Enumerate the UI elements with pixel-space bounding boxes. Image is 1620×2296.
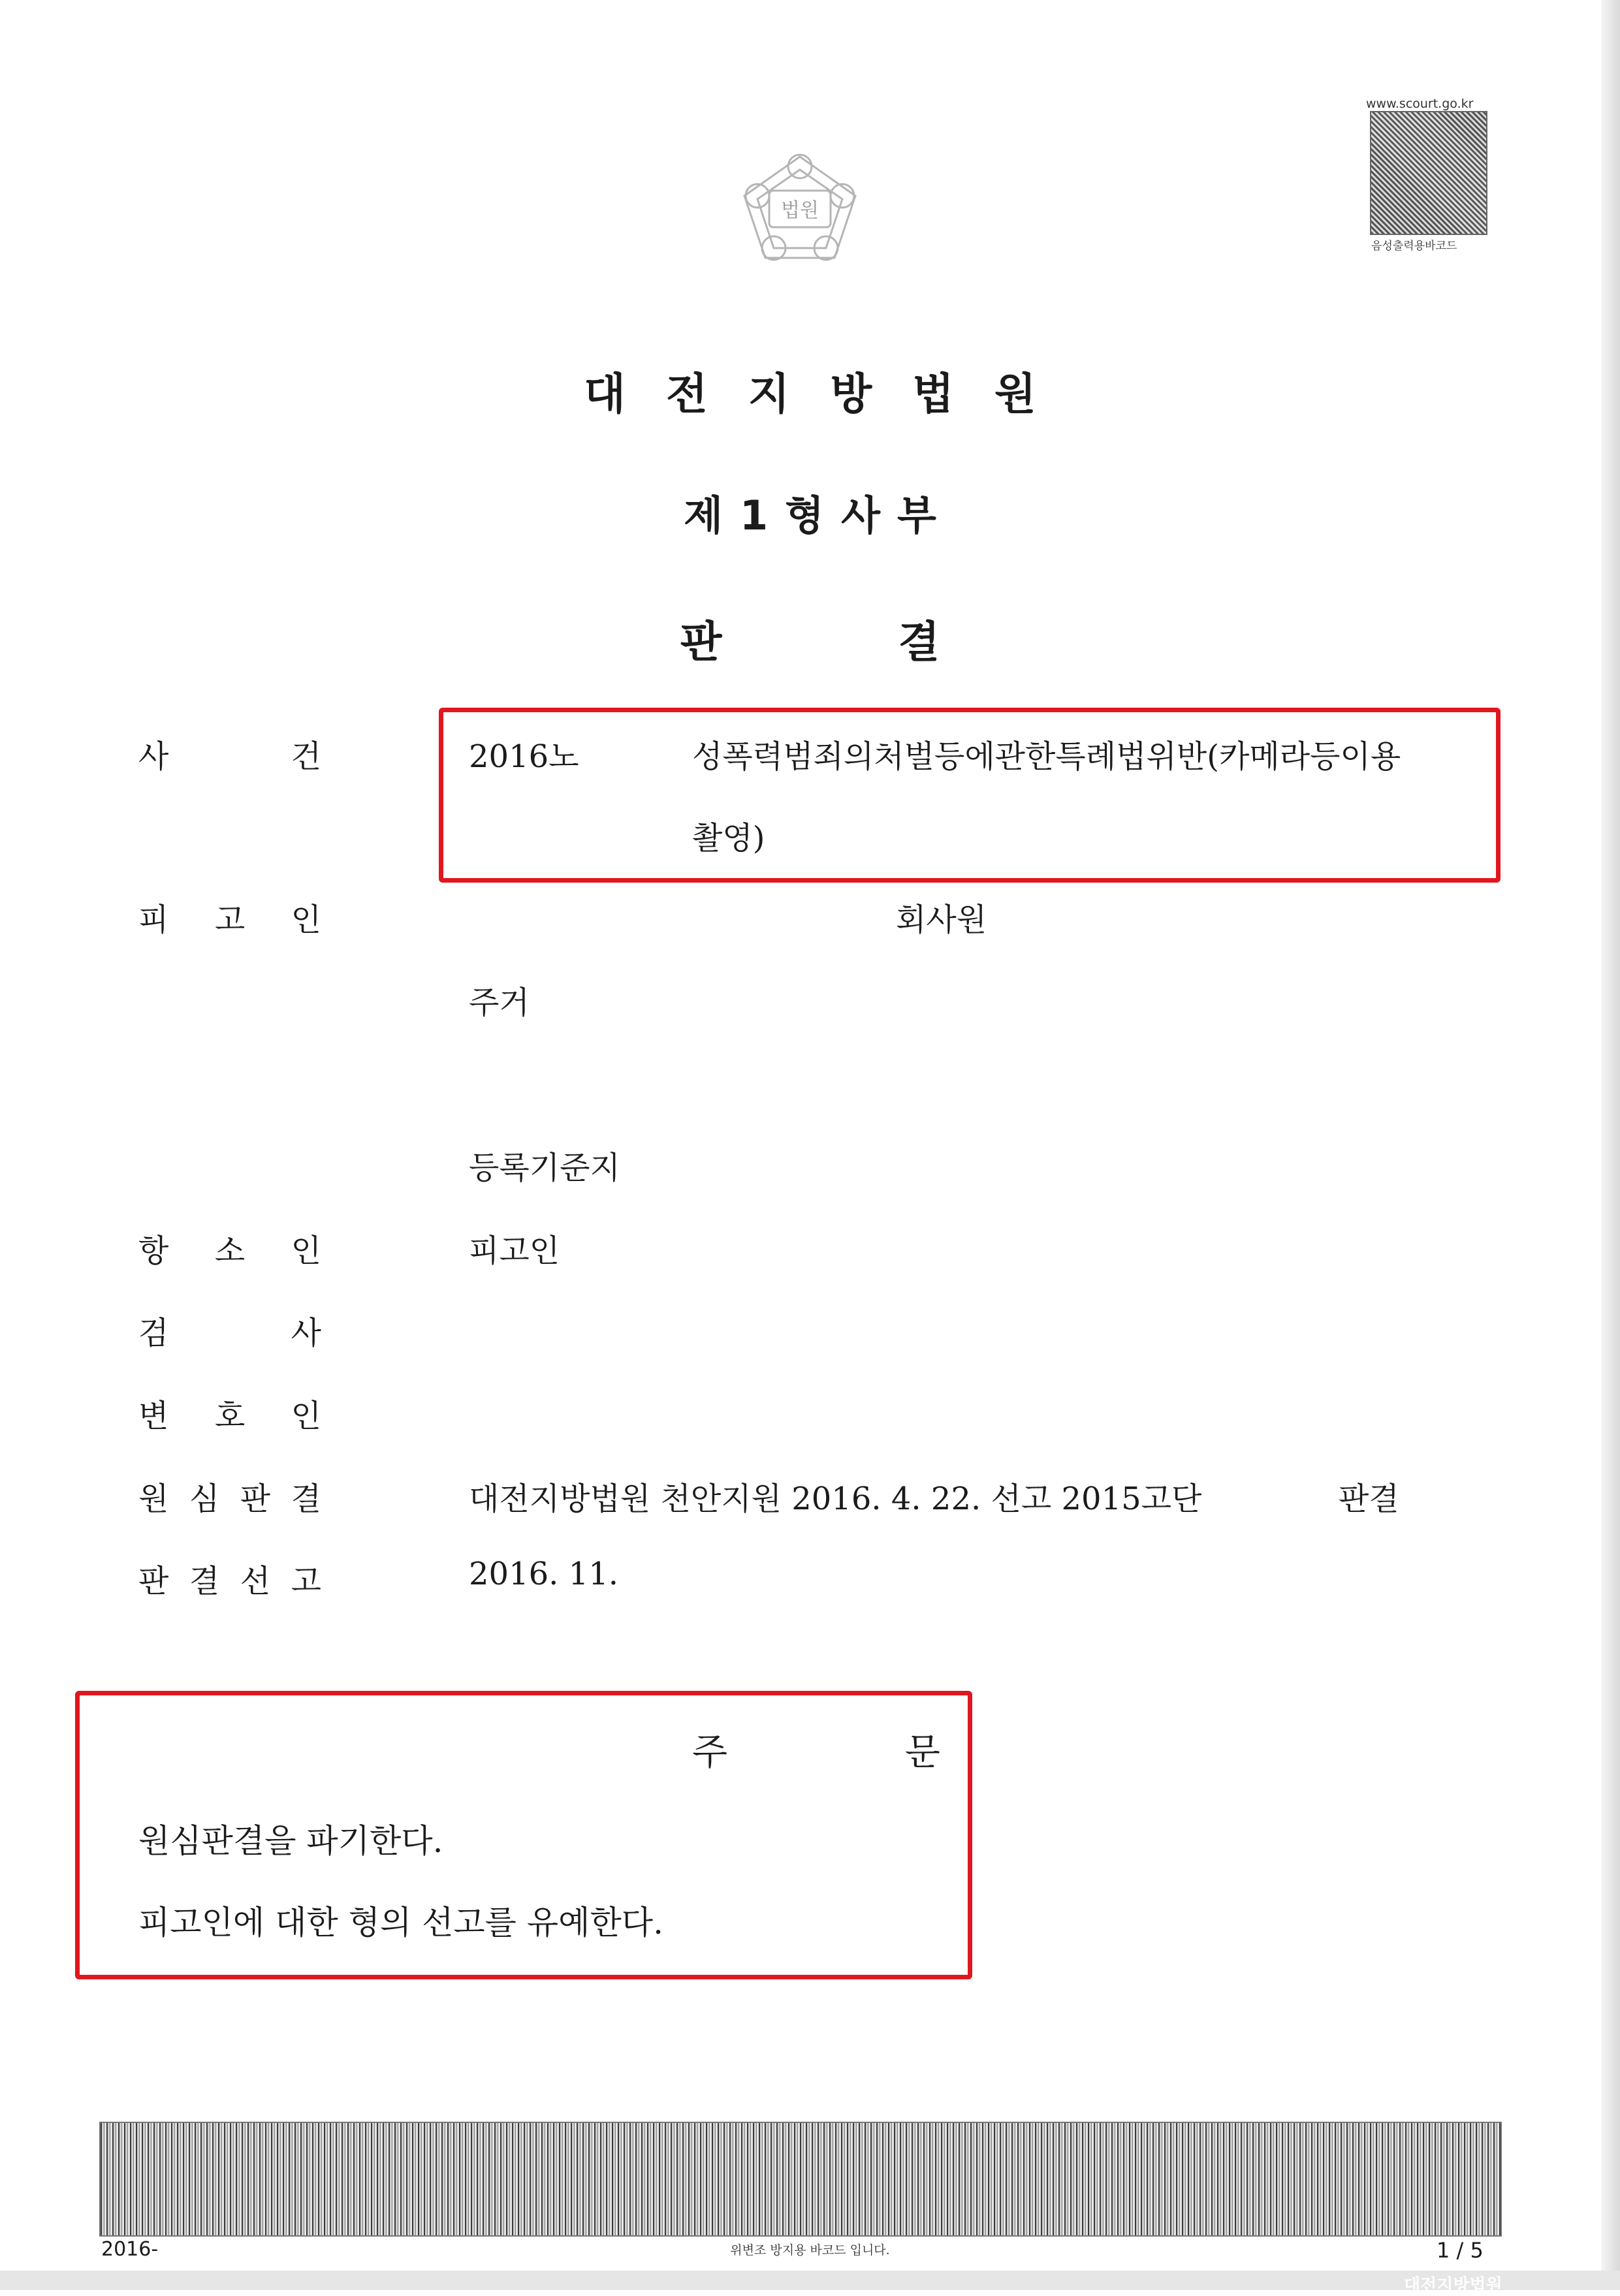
label-char: 사 <box>138 738 169 775</box>
anti-forgery-barcode <box>99 2122 1502 2237</box>
label-char: 결 <box>189 1563 220 1599</box>
label-char: 원 <box>138 1481 169 1517</box>
label-char: 선 <box>240 1563 271 1599</box>
order-title-char: 문 <box>904 1731 940 1774</box>
original-judgment-value: 대전지방법원 천안지원 2016. 4. 22. 선고 2015고단 <box>469 1481 1202 1517</box>
appellant-value: 피고인 <box>469 1233 560 1269</box>
order-highlight-box <box>75 1691 972 1979</box>
label-char: 검 <box>138 1315 169 1351</box>
label-char: 소 <box>214 1233 246 1269</box>
attorney-label <box>138 1391 321 1436</box>
label-char: 항 <box>138 1233 169 1269</box>
label-char: 판 <box>240 1481 271 1517</box>
label-char: 결 <box>291 1481 321 1517</box>
barcode-caption: 위변조 방지용 바코드 입니다. <box>730 2243 890 2257</box>
defendant-occupation: 회사원 <box>896 902 987 938</box>
emblem-text: 법원 <box>781 199 819 222</box>
label-char: 사 <box>291 1315 321 1351</box>
label-char: 호 <box>214 1398 246 1434</box>
label-char: 변 <box>138 1398 169 1434</box>
order-line-2: 피고인에 대한 형의 선고를 유예한다. <box>138 1904 663 1942</box>
label-char: 인 <box>291 1233 321 1269</box>
court-name: 대전지방법원 <box>584 369 1077 419</box>
residence-label: 주거 <box>469 984 530 1021</box>
label-char: 건 <box>291 738 321 775</box>
document-title: 판결 <box>680 617 1117 667</box>
court-emblem <box>718 131 881 294</box>
division-name: 제1형사부 <box>684 492 953 539</box>
label-char: 심 <box>189 1481 220 1517</box>
order-line-1: 원심판결을 파기한다. <box>138 1822 443 1860</box>
prosecutor-label <box>138 1308 321 1353</box>
label-char: 피 <box>138 902 169 938</box>
registration-label: 등록기준지 <box>469 1150 620 1186</box>
case-name-line1: 성폭력범죄의처벌등에관한특례법위반(카메라등이용 <box>692 738 1401 775</box>
order-title-char: 주 <box>692 1731 728 1774</box>
label-char: 인 <box>291 902 321 938</box>
sentencing-date-label <box>138 1556 321 1601</box>
footer-case-number: 2016- <box>101 2238 159 2261</box>
sentencing-date-value: 2016. 11. <box>469 1556 619 1592</box>
page-number: 1 / 5 <box>1437 2238 1484 2263</box>
label-char: 인 <box>291 1398 321 1434</box>
case-number: 2016노 <box>469 738 579 775</box>
defendant-label <box>138 894 321 939</box>
qr-caption: 음성출력용바코드 <box>1371 240 1457 253</box>
qr-code <box>1370 111 1487 235</box>
original-judgment-suffix: 판결 <box>1339 1481 1399 1517</box>
label-char: 고 <box>291 1563 321 1599</box>
original-judgment-label <box>138 1473 321 1518</box>
footer-court-watermark: 대전지방법원 <box>1404 2276 1502 2295</box>
case-name-line2: 촬영) <box>692 820 765 857</box>
case-highlight-box <box>439 708 1501 883</box>
footer-band <box>0 2271 1620 2290</box>
label-char: 판 <box>138 1563 169 1599</box>
qr-url: www.scourt.go.kr <box>1366 97 1474 111</box>
page-edge-shadow <box>1601 0 1620 2290</box>
appellant-label <box>138 1225 321 1270</box>
case-label <box>138 731 321 776</box>
label-char: 고 <box>214 902 246 938</box>
